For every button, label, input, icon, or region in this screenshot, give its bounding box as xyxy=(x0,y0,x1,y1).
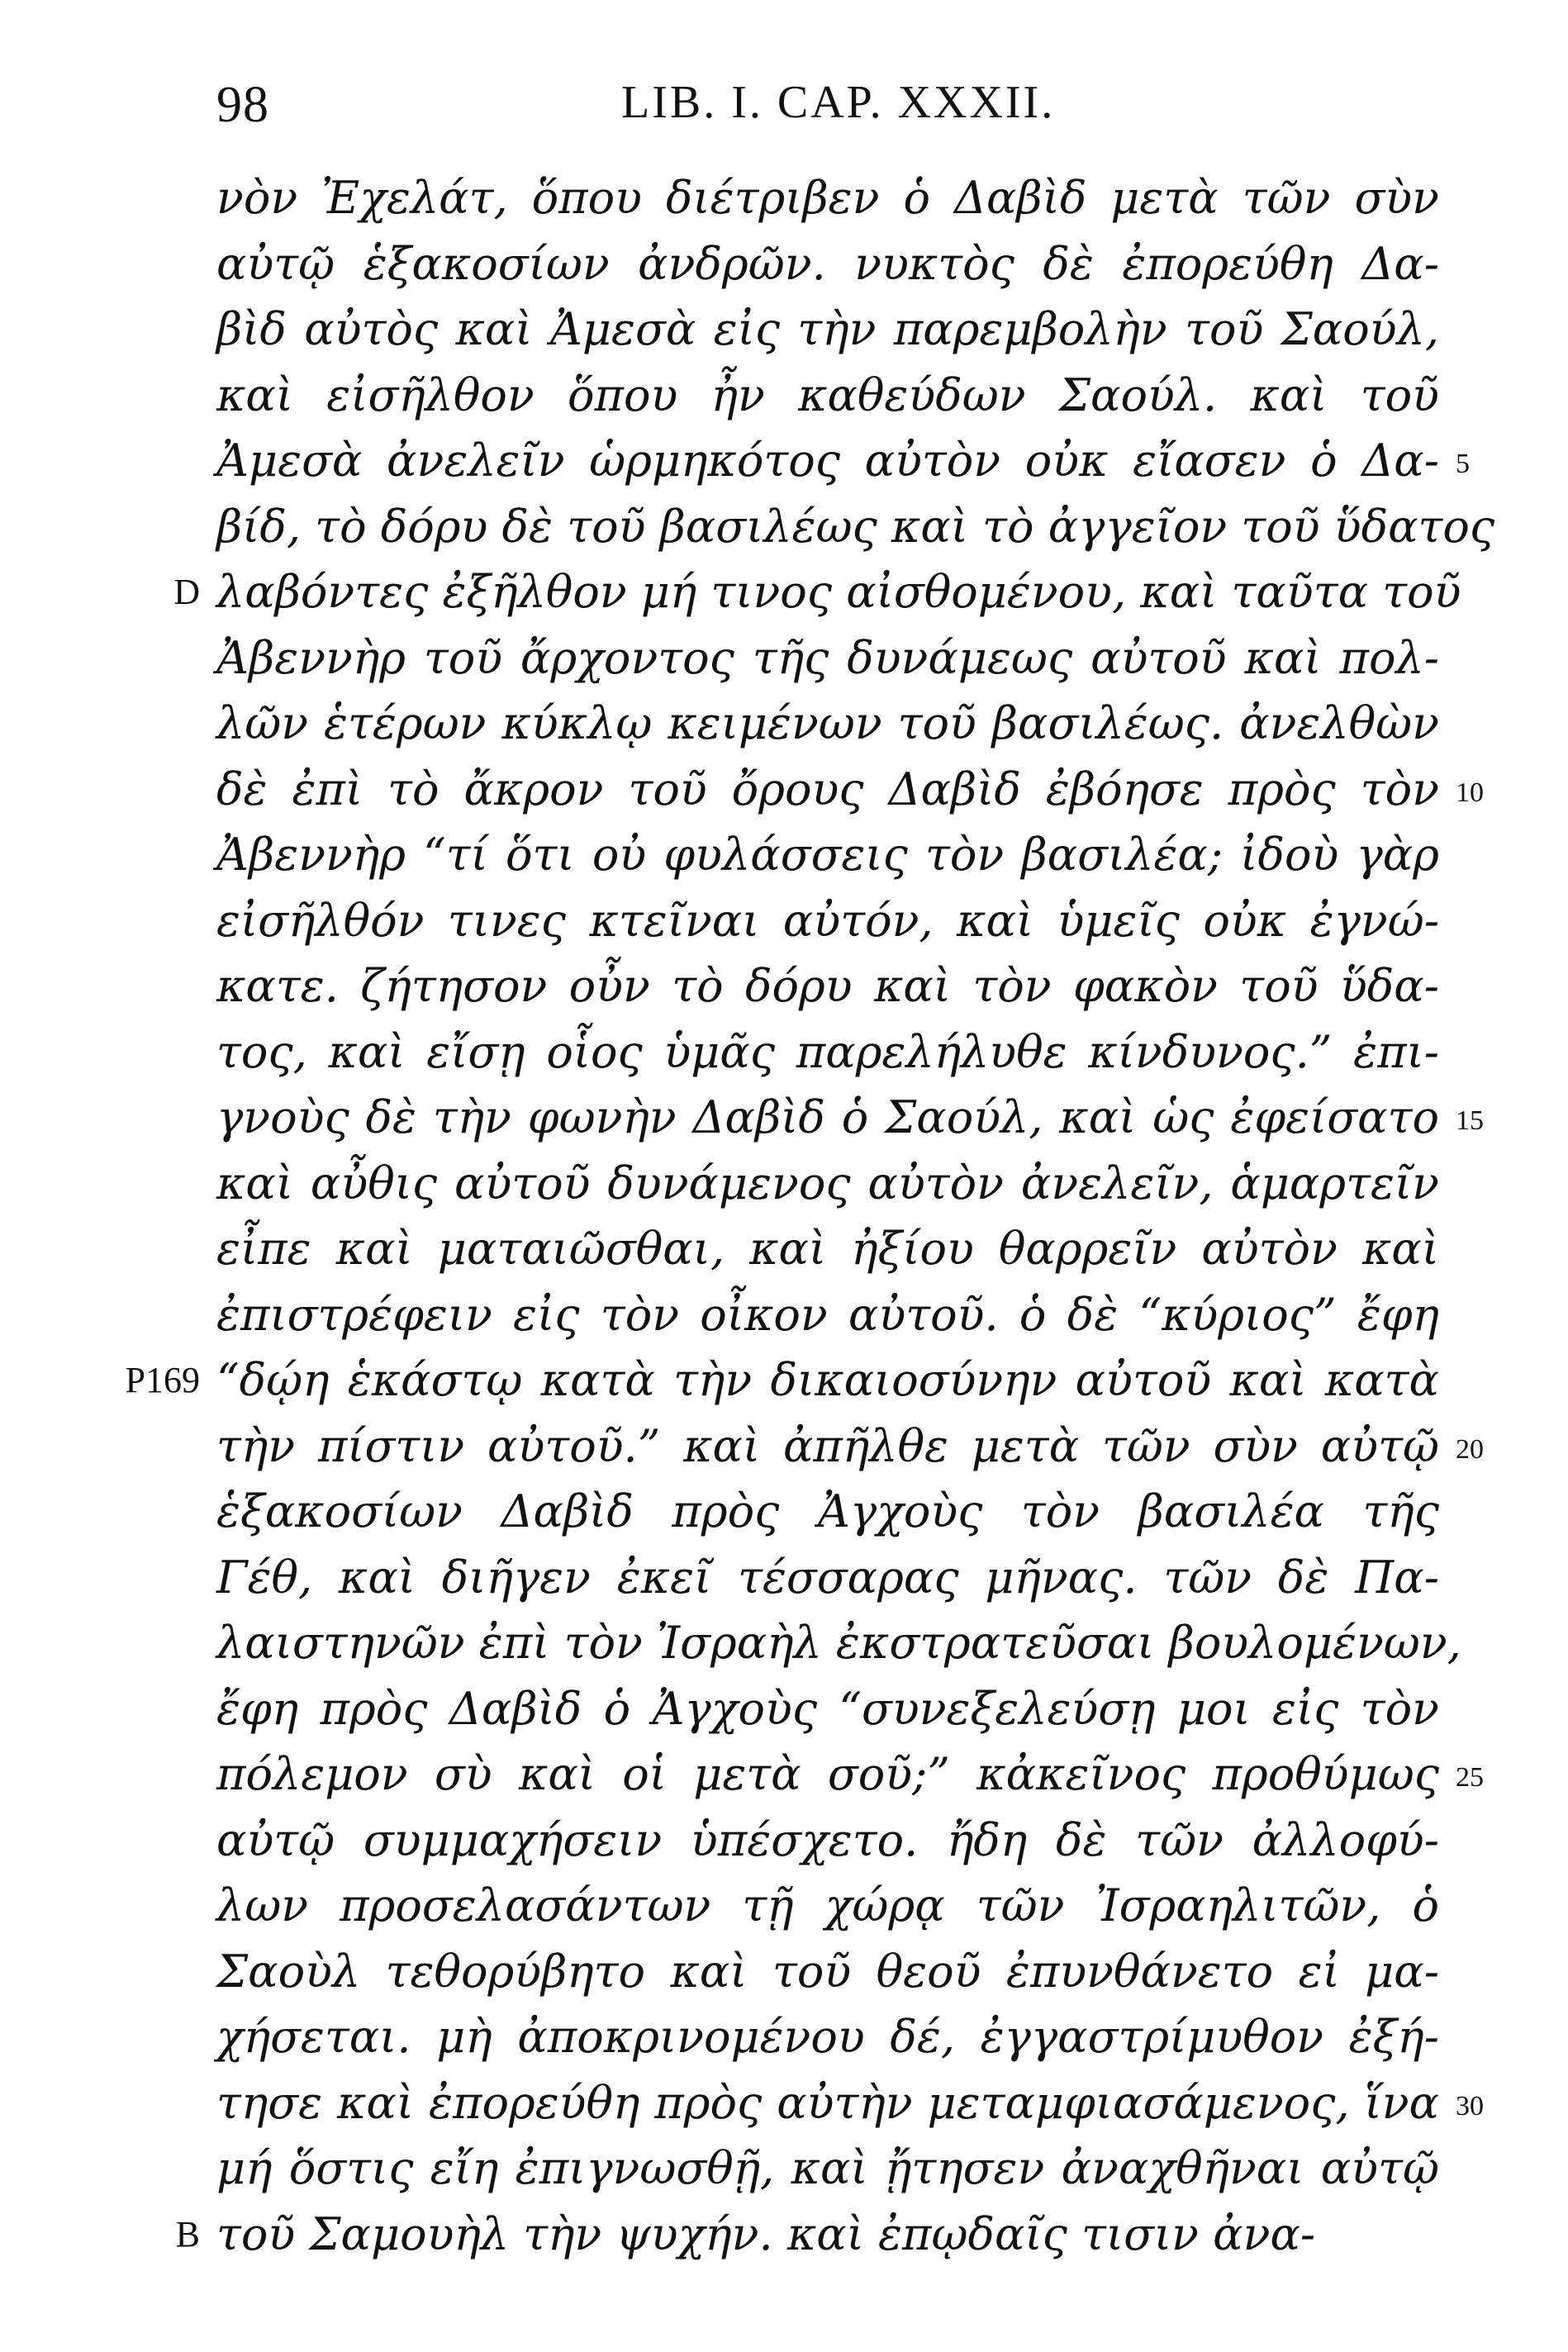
line-text: βὶδ αὐτὸς καὶ Ἀμεσὰ εἰς τὴν παρεμβολὴν τοῦ Σαούλ, xyxy=(216,303,1439,355)
text-line xyxy=(175,2202,1439,2268)
line-text: μή ὅστις εἴη ἐπιγνωσθῇ, καὶ ᾔτησεν ἀναχθῆναι αὐτῷ xyxy=(216,2142,1439,2194)
running-title: LIB. I. CAP. XXXII. xyxy=(621,77,1056,128)
line-number-right: 15 xyxy=(1456,1105,1484,1136)
line-text: τησε καὶ ἐπορεύθη πρὸς αὐτὴν μεταμφιασάμενος, ἵνα xyxy=(216,2076,1439,2129)
text-line xyxy=(216,1019,1439,1086)
line-text: καὶ εἰσῆλθον ὅπου ἦν καθεύδων Σαούλ. καὶ τοῦ xyxy=(216,368,1439,421)
line-text: “δῴη ἑκάστῳ κατὰ τὴν δικαιοσύνην αὐτοῦ καὶ κατὰ xyxy=(216,1354,1439,1406)
text-line xyxy=(216,363,1439,429)
text-line xyxy=(216,494,1495,560)
line-number-right: 20 xyxy=(1456,1433,1484,1465)
line-text: αὐτῷ συμμαχήσειν ὑπέσχετο. ἤδη δὲ τῶν ἀλλοφύ- xyxy=(216,1813,1439,1866)
line-text: λαιστηνῶν ἐπὶ τὸν Ἰσραὴλ ἐκστρατεῦσαι βουλομένων, xyxy=(216,1617,1461,1669)
text-line xyxy=(216,888,1439,954)
line-text: Ἀμεσὰ ἀνελεῖν ὡρμηκότος αὐτὸν οὐκ εἴασεν ὁ Δα- xyxy=(216,435,1439,487)
text-line xyxy=(216,953,1439,1019)
line-text: πόλεμον σὺ καὶ οἱ μετὰ σοῦ;” κἀκεῖνος προθύμως xyxy=(216,1748,1439,1800)
text-line xyxy=(173,559,1461,625)
line-text: λων προσελασάντων τῇ χώρᾳ τῶν Ἰσραηλιτῶν, ὁ xyxy=(216,1879,1439,1931)
line-text: λῶν ἑτέρων κύκλῳ κειμένων τοῦ βασιλέως. ἀνελθὼν xyxy=(216,697,1439,749)
text-line xyxy=(216,1610,1461,1676)
line-text: καὶ αὖθις αὐτοῦ δυνάμενος αὐτὸν ἀνελεῖν, ἁμαρτεῖν xyxy=(216,1157,1439,1209)
text-line xyxy=(216,1216,1439,1282)
line-text: νὸν Ἐχελάτ, ὅπου διέτριβεν ὁ Δαβὶδ μετὰ τῶν σὺν xyxy=(216,172,1439,224)
line-number-right: 25 xyxy=(1456,1762,1484,1793)
greek-text-block xyxy=(125,165,1495,2267)
text-line xyxy=(216,2136,1439,2202)
line-text: κατε. ζήτησον οὖν τὸ δόρυ καὶ τὸν φακὸν τοῦ ὕδα- xyxy=(216,960,1439,1012)
line-text: δὲ ἐπὶ τὸ ἄκρον τοῦ ὄρους Δαβὶδ ἐβόησε πρὸς τὸν xyxy=(216,763,1439,815)
text-line xyxy=(216,1808,1439,1874)
line-text: βίδ, τὸ δόρυ δὲ τοῦ βασιλέως καὶ τὸ ἀγγεῖον τοῦ ὕδατος xyxy=(216,500,1495,553)
text-line xyxy=(216,1545,1439,1611)
line-text: τὴν πίστιν αὐτοῦ.” καὶ ἀπῆλθε μετὰ τῶν σὺν αὐτῷ xyxy=(216,1419,1439,1472)
text-line xyxy=(216,822,1439,888)
text-line xyxy=(216,1151,1439,1217)
text-line xyxy=(216,428,1470,494)
text-line xyxy=(216,625,1439,691)
margin-reference-left: P169 xyxy=(125,1360,200,1400)
line-text: χήσεται. μὴ ἀποκρινομένου δέ, ἐγγαστρίμυθον ἐξή- xyxy=(216,2011,1439,2063)
line-text: γνοὺς δὲ τὴν φωνὴν Δαβὶδ ὁ Σαούλ, καὶ ὡς ἐφείσατο xyxy=(216,1091,1439,1143)
margin-reference-left: D xyxy=(173,572,200,612)
text-line xyxy=(216,1085,1484,1151)
text-line xyxy=(125,1347,1439,1414)
text-line xyxy=(216,165,1439,231)
line-text: τος, καὶ εἴσῃ οἷος ὑμᾶς παρελήλυθε κίνδυνος.” ἐπι- xyxy=(216,1025,1439,1078)
text-line xyxy=(216,231,1439,297)
line-text: αὐτῷ ἑξακοσίων ἀνδρῶν. νυκτὸς δὲ ἐπορεύθη Δα- xyxy=(216,237,1439,290)
line-text: Ἀβεννὴρ τοῦ ἄρχοντος τῆς δυνάμεως αὐτοῦ καὶ πολ- xyxy=(216,631,1439,684)
page-header xyxy=(216,76,1439,150)
line-text: ἑξακοσίων Δαβὶδ πρὸς Ἀγχοὺς τὸν βασιλέα τῆς xyxy=(216,1485,1439,1537)
line-text: ἔφη πρὸς Δαβὶδ ὁ Ἀγχοὺς “συνεξελεύσῃ μοι εἰς τὸν xyxy=(216,1682,1439,1735)
text-line xyxy=(216,691,1439,757)
line-number-right: 30 xyxy=(1456,2090,1484,2122)
line-number-right: 10 xyxy=(1456,777,1484,808)
text-line xyxy=(216,2070,1484,2136)
text-line xyxy=(216,1741,1484,1808)
text-line xyxy=(216,1676,1439,1742)
text-line xyxy=(216,757,1484,823)
text-line xyxy=(216,1479,1439,1545)
text-line xyxy=(216,2004,1439,2070)
line-number-right: 5 xyxy=(1456,449,1470,479)
line-text: λαβόντες ἐξῆλθον μή τινος αἰσθομένου, καὶ ταῦτα τοῦ xyxy=(216,566,1461,618)
text-line xyxy=(216,297,1439,363)
text-line xyxy=(216,1873,1439,1939)
line-text: ἐπιστρέφειν εἰς τὸν οἶκον αὐτοῦ. ὁ δὲ “κύριος” ἔφη xyxy=(216,1288,1439,1341)
text-line xyxy=(216,1939,1439,2005)
text-line xyxy=(216,1282,1439,1348)
line-text: τοῦ Σαμουὴλ τὴν ψυχήν. καὶ ἐπῳδαῖς τισιν ἀνα- xyxy=(216,2207,1316,2260)
line-text: Σαοὺλ τεθορύβητο καὶ τοῦ θεοῦ ἐπυνθάνετο εἰ μα- xyxy=(216,1945,1439,1998)
page-number: 98 xyxy=(216,77,269,133)
text-line xyxy=(216,1414,1484,1480)
line-text: Ἀβεννὴρ “τί ὅτι οὐ φυλάσσεις τὸν βασιλέα; ἰδοὺ γὰρ xyxy=(216,829,1439,881)
line-text: Γέθ, καὶ διῆγεν ἐκεῖ τέσσαρας μῆνας. τῶν δὲ Πα- xyxy=(216,1551,1439,1604)
line-text: εἰσῆλθόν τινες κτεῖναι αὐτόν, καὶ ὑμεῖς οὐκ ἐγνώ- xyxy=(216,894,1439,947)
margin-reference-left: B xyxy=(175,2213,200,2255)
line-text: εἶπε καὶ ματαιῶσθαι, καὶ ἠξίου θαρρεῖν αὐτὸν καὶ xyxy=(216,1223,1439,1275)
